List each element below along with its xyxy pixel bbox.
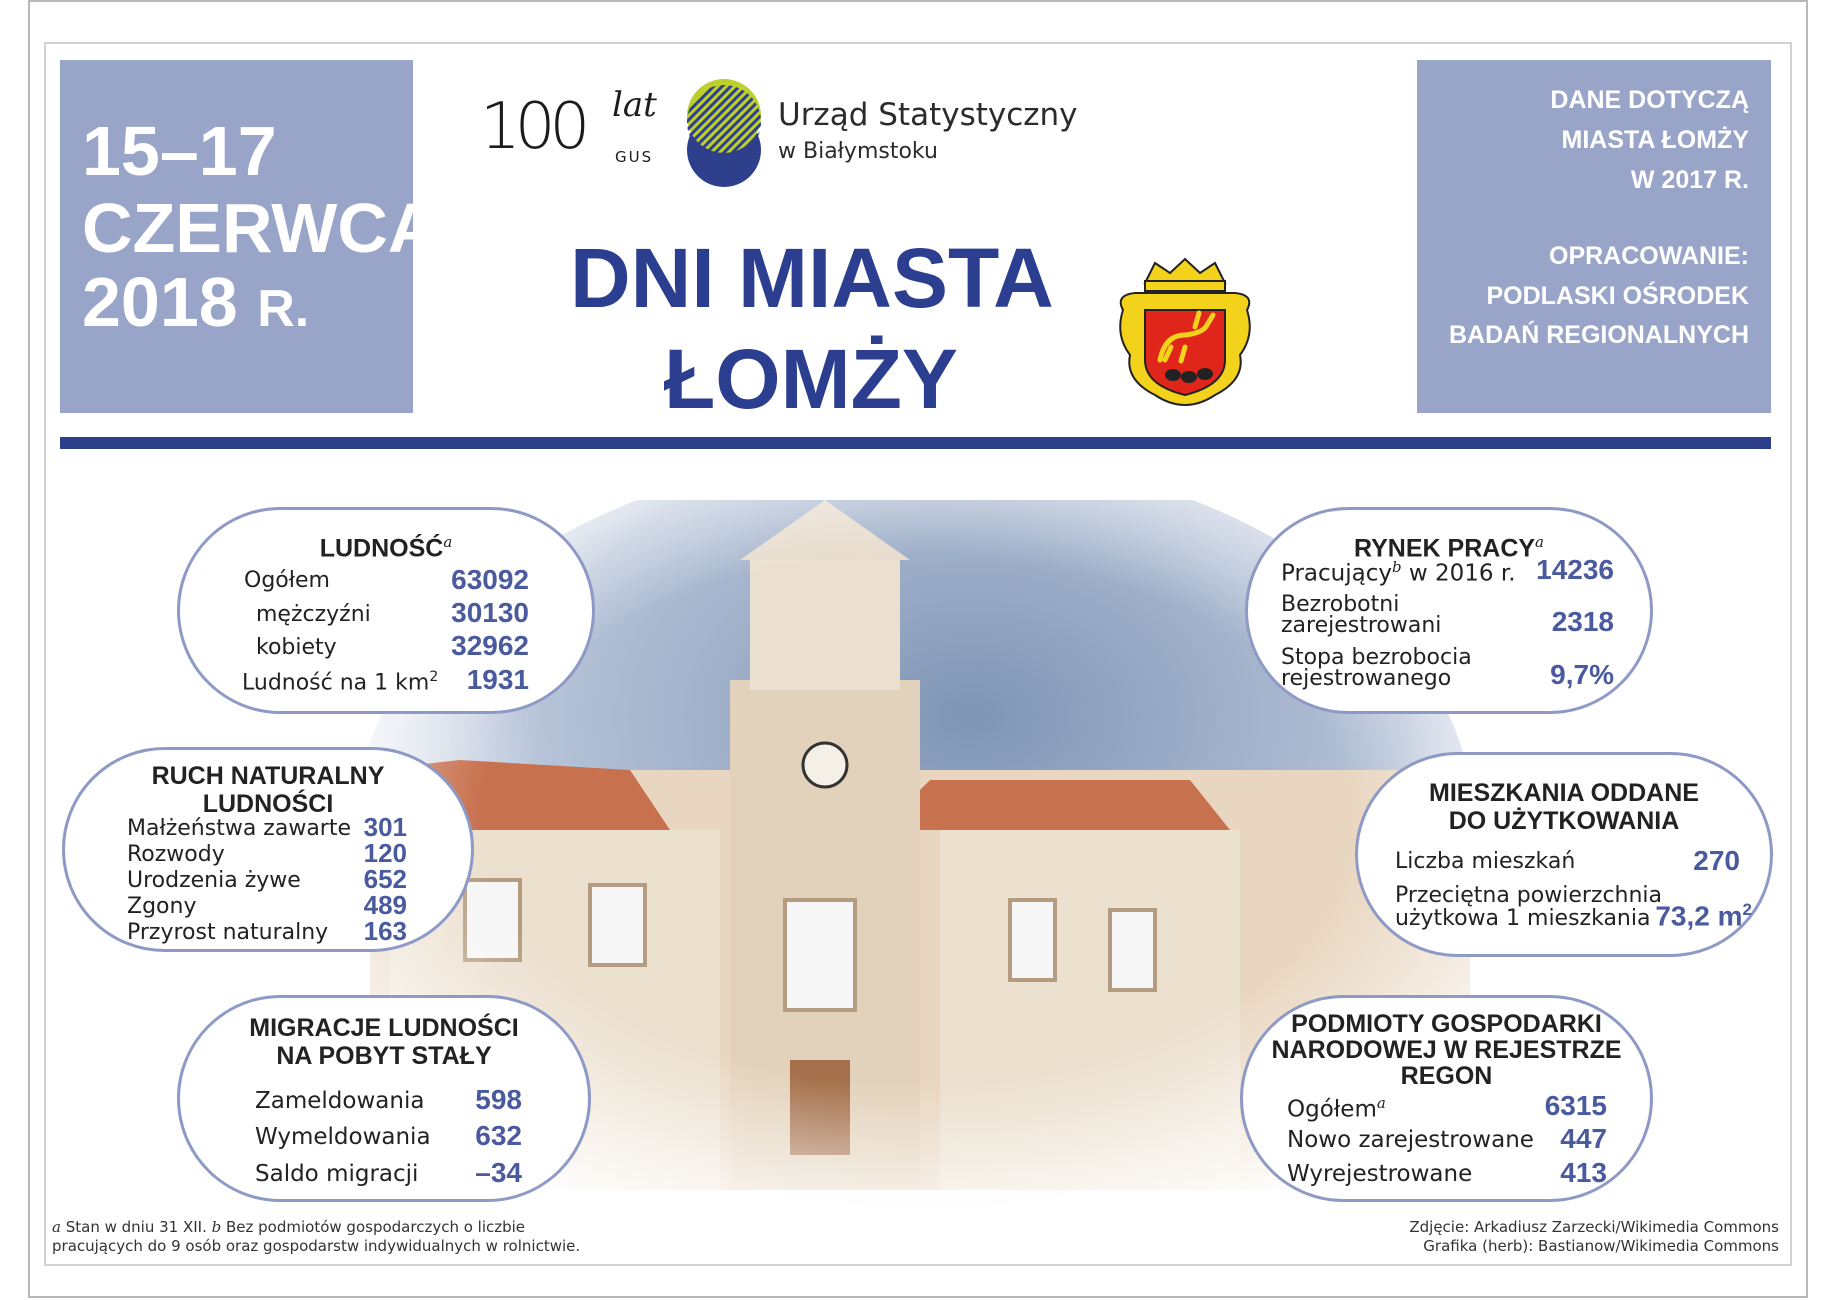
regon-total-value: 6315 (1544, 1090, 1607, 1121)
event-date-panel (60, 60, 439, 413)
migration-balance-label: Saldo migracji (255, 1161, 419, 1187)
population-title-text: LUDNOŚĆ (319, 534, 444, 563)
logo-100-years: 100 (480, 90, 585, 164)
avg-area-label-2: użytkowa 1 mieszkania (1395, 906, 1651, 931)
data-info-panel (1417, 60, 1771, 413)
city-coat-of-arms-icon (1115, 255, 1255, 410)
deaths-label: Zgony (127, 894, 197, 919)
unemployment-rate-label-1: Stopa bezrobocia (1281, 645, 1472, 670)
dwellings-title-2: DO UŻYTKOWANIA (1448, 807, 1680, 835)
deregistrations-value: 632 (475, 1120, 522, 1151)
regon-total-label (1287, 1096, 1386, 1122)
natural-growth-label: Przyrost naturalny (127, 920, 329, 945)
dwellings-title-1: MIESZKANIA ODDANE (1429, 779, 1699, 807)
population-men-value: 30130 (451, 597, 529, 628)
population-density-text: Ludność na 1 km (242, 670, 430, 696)
info-line-2: MIASTA ŁOMŻY (1561, 126, 1749, 154)
regon-removed-value: 413 (1560, 1157, 1607, 1188)
marriages-label: Małżeństwa zawarte (127, 816, 352, 841)
births-label: Urodzenia żywe (127, 868, 301, 893)
deaths-value: 489 (363, 890, 407, 920)
population-women-value: 32962 (451, 630, 529, 661)
employed-value: 14236 (1536, 554, 1614, 585)
registrations-value: 598 (475, 1084, 522, 1115)
info-line-3: W 2017 R. (1630, 166, 1749, 194)
main-title-line-1: DNI MIASTA (570, 231, 1054, 325)
employed-year-text: w 2016 r. (1401, 560, 1516, 587)
unemployed-value: 2318 (1551, 606, 1614, 637)
date-year-line (82, 263, 310, 341)
population-total-label: Ogółem (244, 568, 330, 593)
footnote-b-text: Bez podmiotów gospodarczych o liczbie (221, 1218, 526, 1236)
labour-market-card (1245, 507, 1653, 714)
births-value: 652 (363, 864, 407, 894)
info-line-4: OPRACOWANIE: (1549, 242, 1749, 270)
info-line-5: PODLASKI OŚRODEK (1486, 282, 1749, 310)
employed-note-mark: b (1391, 558, 1402, 576)
office-name: Urząd Statystyczny (778, 97, 1078, 133)
footnote-a-mark: a (52, 1218, 61, 1236)
header-divider (60, 437, 1771, 449)
graphic-credit: Grafika (herb): Bastianow/Wikimedia Commons (1423, 1237, 1779, 1255)
migration-title-1: MIGRACJE LUDNOŚCI (249, 1014, 519, 1042)
population-total-value: 63092 (451, 564, 529, 595)
logo-lat: lat (612, 85, 657, 125)
natural-movement-card (62, 747, 474, 952)
dwellings-count-value: 270 (1693, 845, 1740, 876)
regon-new-value: 447 (1560, 1123, 1607, 1154)
natural-movement-title-2: LUDNOŚCI (202, 790, 334, 818)
avg-area-label-1: Przeciętna powierzchnia (1395, 883, 1663, 908)
footnote-line-2: pracujących do 9 osób oraz gospodarstw indywidualnych w rolnictwie. (52, 1237, 581, 1255)
unemployment-rate-value: 9,7% (1550, 659, 1614, 690)
date-days: 15–17 (82, 112, 277, 190)
migration-title-2: NA POBYT STAŁY (276, 1042, 492, 1070)
office-city: w Białymstoku (778, 139, 938, 164)
regon-entities-card (1240, 995, 1653, 1202)
date-month: CZERWCA (82, 189, 439, 267)
regon-total-label-text: Ogółem (1287, 1096, 1377, 1123)
population-density-label (242, 670, 438, 694)
regon-new-label: Nowo zarejestrowane (1287, 1127, 1534, 1153)
photo-credit: Zdjęcie: Arkadiusz Zarzecki/Wikimedia Commons (1409, 1218, 1779, 1236)
regon-removed-label: Wyrejestrowane (1287, 1161, 1473, 1187)
regon-title-3: REGON (1400, 1062, 1493, 1090)
employed-label-text: Pracujący (1281, 560, 1392, 587)
info-line-1: DANE DOTYCZĄ (1550, 86, 1749, 114)
labour-market-note-mark: a (1535, 533, 1544, 551)
natural-movement-title-1: RUCH NATURALNY (151, 762, 385, 790)
population-card (177, 507, 595, 714)
natural-growth-value: 163 (363, 916, 407, 946)
unemployed-label-2: zarejestrowani (1281, 613, 1442, 638)
footnote-b-mark: b (211, 1218, 222, 1236)
migration-balance-value: –34 (475, 1157, 522, 1188)
image-credits (1409, 1218, 1779, 1256)
info-line-6: BADAŃ REGIONALNYCH (1449, 321, 1749, 349)
dwellings-card (1355, 752, 1773, 957)
divorces-label: Rozwody (127, 842, 225, 867)
population-men-label: mężczyźni (256, 602, 371, 627)
avg-area-exponent: 2 (1742, 900, 1752, 919)
marriages-value: 301 (363, 812, 407, 842)
unemployment-rate-label-2: rejestrowanego (1281, 666, 1452, 691)
population-density-exponent: 2 (429, 669, 439, 685)
registrations-label: Zameldowania (255, 1088, 425, 1114)
footnote-line-1 (52, 1218, 580, 1237)
population-note-mark: a (443, 533, 453, 551)
deregistrations-label: Wymeldowania (255, 1124, 431, 1150)
labour-market-title-text: RYNEK PRACY (1354, 534, 1536, 563)
population-title (180, 528, 592, 563)
regon-title-2: NARODOWEJ W REJESTRZE (1271, 1036, 1622, 1064)
date-year: 2018 (82, 263, 238, 341)
footnote-a-text: Stan w dniu 31 XII. (60, 1218, 212, 1236)
regon-total-note-mark: a (1376, 1094, 1386, 1112)
footnotes (52, 1218, 580, 1256)
logo-gus: GUS (615, 148, 654, 166)
regon-title-1: PODMIOTY GOSPODARKI (1291, 1010, 1602, 1038)
unemployed-label-1: Bezrobotni (1281, 592, 1400, 617)
divorces-value: 120 (363, 838, 407, 868)
population-women-label: kobiety (256, 635, 337, 660)
population-density-value: 1931 (466, 664, 529, 695)
main-title-line-2: ŁOMŻY (664, 332, 958, 426)
avg-area-number: 73,2 m (1655, 900, 1743, 932)
date-suffix: R. (257, 280, 310, 338)
employed-label (1281, 560, 1516, 586)
statistics-office-logo-icon (686, 78, 762, 188)
dwellings-count-label: Liczba mieszkań (1395, 849, 1576, 874)
avg-area-value (1655, 901, 1752, 930)
migration-card (177, 995, 591, 1202)
